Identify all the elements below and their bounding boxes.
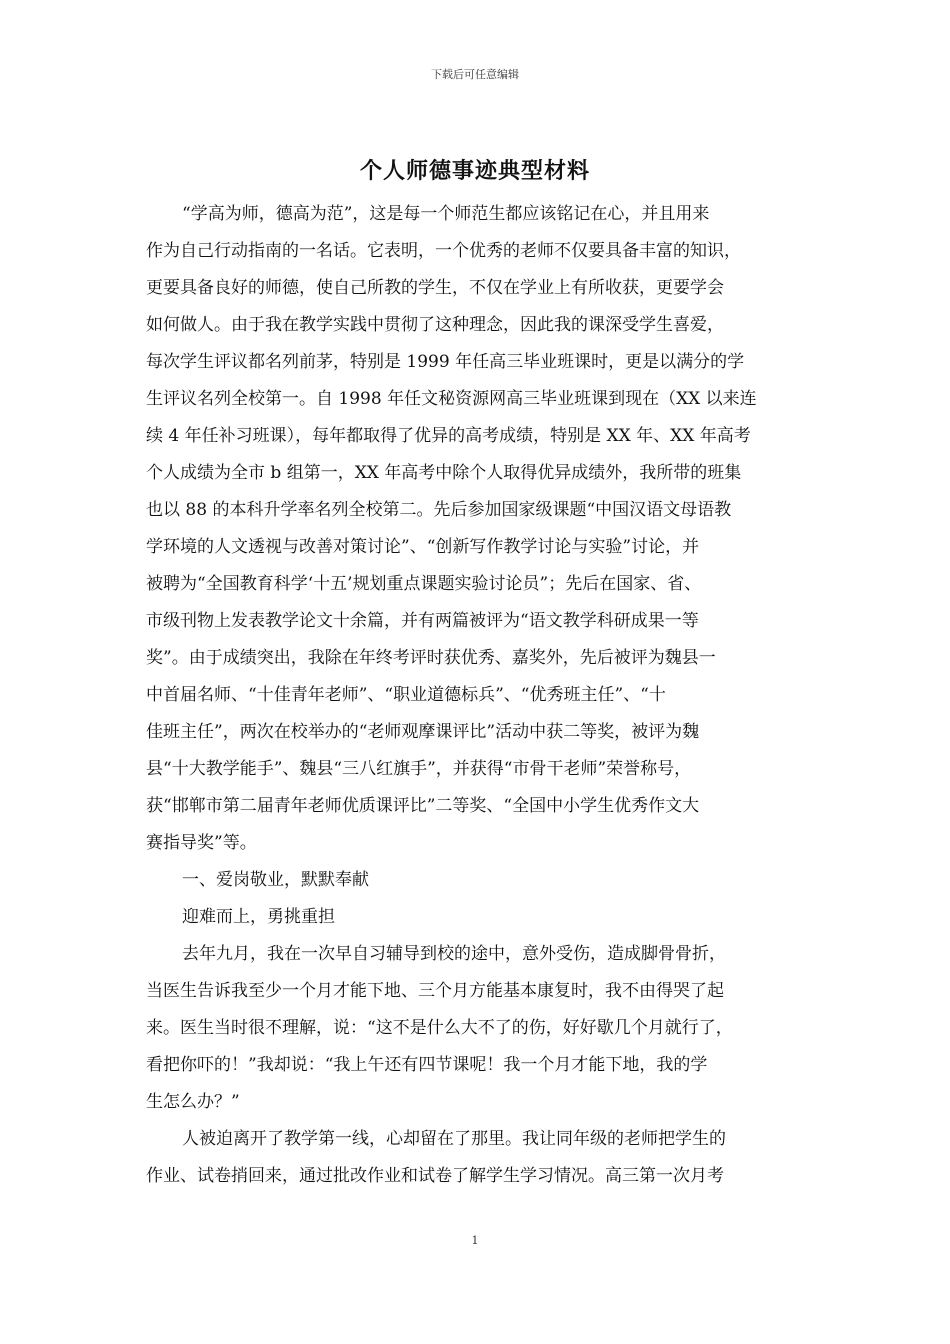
section-heading: 一、爱岗敬业，默默奉献 bbox=[182, 870, 369, 890]
body-line: 获“邯郸市第二届青年老师优质课评比”二等奖、“全国中小学生优秀作文大 bbox=[146, 796, 700, 816]
body-line: 来。医生当时很不理解，说：“这不是什么大不了的伤，好好歇几个月就行了， bbox=[146, 1018, 733, 1038]
body-line: 当医生告诉我至少一个月才能下地、三个月方能基本康复时，我不由得哭了起 bbox=[146, 981, 724, 1001]
body-line: 如何做人。由于我在教学实践中贯彻了这种理念，因此我的课深受学生喜爱， bbox=[146, 315, 724, 335]
body-line: 更要具备良好的师德，使自己所教的学生，不仅在学业上有所收获，更要学会 bbox=[146, 278, 724, 298]
body-line: 奖”。由于成绩突出，我除在年终考评时获优秀、嘉奖外，先后被评为魏县一 bbox=[146, 648, 716, 668]
body-line: 县“十大教学能手”、魏县“三八红旗手”，并获得“市骨干老师”荣誉称号， bbox=[146, 759, 692, 779]
body-line: 续 4 年任补习班课），每年都取得了优异的高考成绩，特别是 XX 年、XX 年高考 bbox=[146, 426, 751, 446]
body-line: 生怎么办？” bbox=[146, 1092, 240, 1112]
body-line: 去年九月，我在一次早自习辅导到校的途中，意外受伤，造成脚骨骨折， bbox=[182, 944, 726, 964]
document-title: 个人师德事迹典型材料 bbox=[359, 158, 590, 184]
body-line: “学高为师，德高为范”，这是每一个师范生都应该铭记在心，并且用来 bbox=[182, 204, 710, 224]
page-header-note: 下载后可任意编辑 bbox=[431, 68, 519, 81]
body-line: 被聘为“全国教育科学‘十五’规划重点课题实验讨论员”；先后在国家、省、 bbox=[146, 574, 702, 594]
body-line: 生评议名列全校第一。自 1998 年任文秘资源网高三毕业班课到现在（XX 以来连 bbox=[146, 389, 757, 409]
body-line: 市级刊物上发表教学论文十余篇，并有两篇被评为“语文教学科研成果一等 bbox=[146, 611, 699, 631]
body-line: 佳班主任”，两次在校举办的“老师观摩课评比”活动中获二等奖，被评为魏 bbox=[146, 722, 700, 742]
subsection-heading: 迎难而上，勇挑重担 bbox=[182, 907, 335, 927]
document-body bbox=[146, 196, 816, 1195]
body-line: 赛指导奖”等。 bbox=[146, 833, 257, 853]
body-line: 作业、试卷捎回来，通过批改作业和试卷了解学生学习情况。高三第一次月考 bbox=[146, 1166, 724, 1186]
body-line: 个人成绩为全市 b 组第一，XX 年高考中除个人取得优异成绩外，我所带的班集 bbox=[146, 463, 742, 483]
body-line: 每次学生评议都名列前茅，特别是 1999 年任高三毕业班课时，更是以满分的学 bbox=[146, 352, 745, 372]
body-line: 中首届名师、“十佳青年老师”、“职业道德标兵”、“优秀班主任”、“十 bbox=[146, 685, 666, 705]
body-line: 学环境的人文透视与改善对策讨论”、“创新写作教学讨论与实验”讨论，并 bbox=[146, 537, 700, 557]
body-line: 看把你吓的！”我却说：“我上午还有四节课呢！我一个月才能下地，我的学 bbox=[146, 1055, 708, 1075]
page-number: 1 bbox=[471, 1234, 479, 1247]
body-line: 人被迫离开了教学第一线，心却留在了那里。我让同年级的老师把学生的 bbox=[182, 1129, 726, 1149]
body-line: 也以 88 的本科升学率名列全校第二。先后参加国家级课题“中国汉语文母语教 bbox=[146, 500, 732, 520]
body-line: 作为自己行动指南的一名话。它表明，一个优秀的老师不仅要具备丰富的知识， bbox=[146, 241, 741, 261]
